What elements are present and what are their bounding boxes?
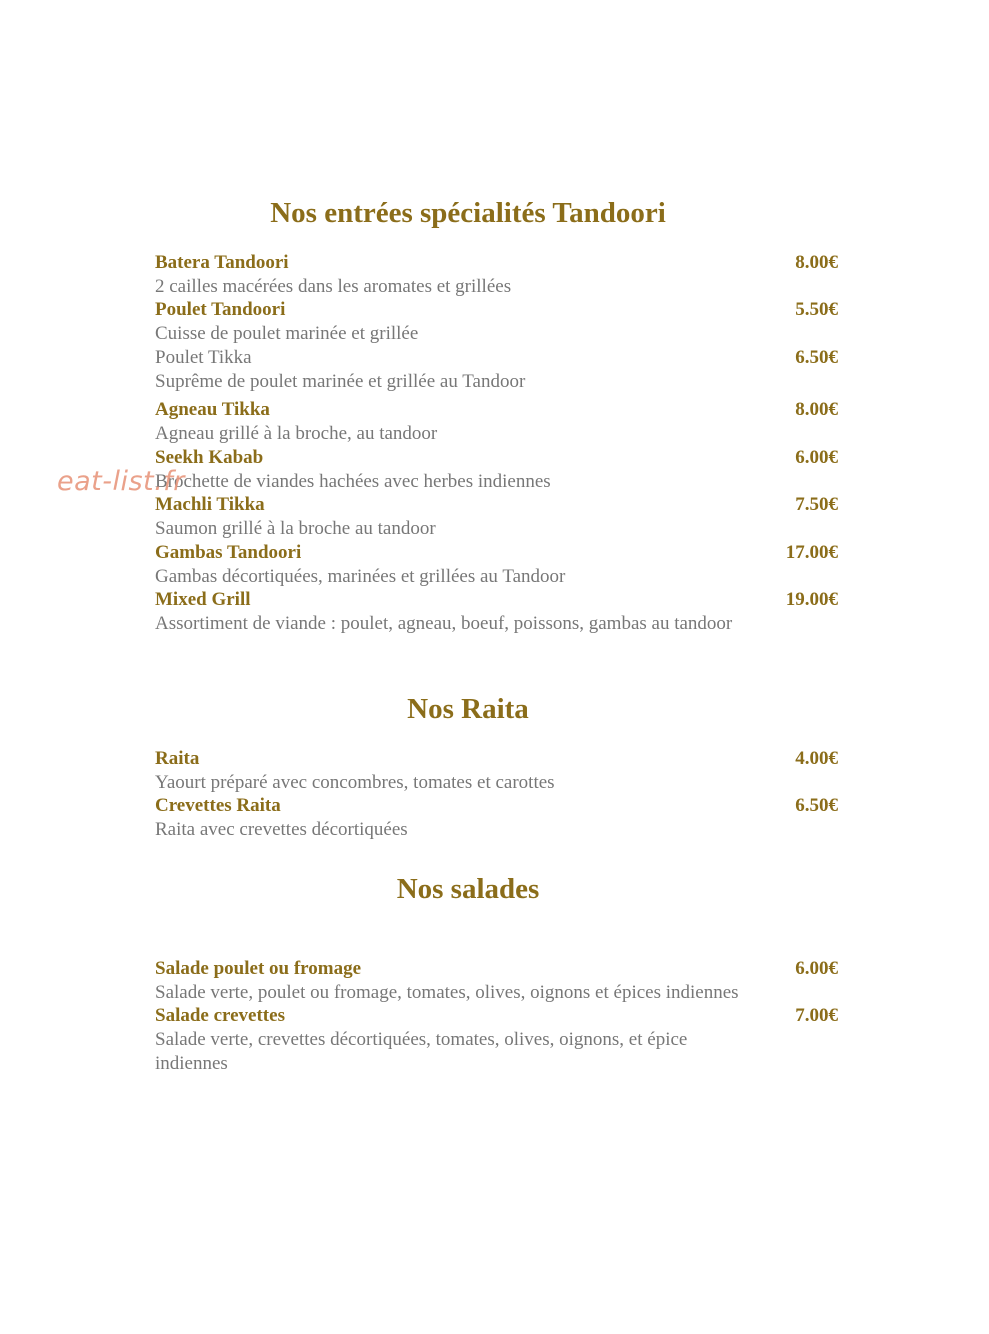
item-price: 8.00€ xyxy=(795,399,838,421)
menu-item xyxy=(155,588,845,636)
menu-item xyxy=(155,957,845,1005)
item-price: 6.00€ xyxy=(795,957,838,979)
item-name: Salade crevettes xyxy=(155,1005,285,1027)
item-price: 4.00€ xyxy=(795,747,838,769)
item-description: Yaourt préparé avec concombres, tomates et carottes xyxy=(155,771,555,793)
section-raita xyxy=(155,692,845,842)
item-price: 5.50€ xyxy=(795,299,838,321)
item-name: Batera Tandoori xyxy=(155,251,289,273)
item-name: Poulet Tandoori xyxy=(155,299,286,321)
item-price: 19.00€ xyxy=(785,589,838,611)
section-salades xyxy=(155,872,845,1075)
section-title: Nos entrées spécialités Tandoori xyxy=(270,197,666,229)
watermark: eat-list.fr xyxy=(57,466,185,497)
menu-item xyxy=(155,446,845,494)
item-name: Gambas Tandoori xyxy=(155,541,302,563)
item-price: 8.00€ xyxy=(795,251,838,273)
item-name: Seekh Kabab xyxy=(155,446,264,468)
menu-item xyxy=(155,541,845,589)
menu-item xyxy=(155,346,845,394)
item-description: Saumon grillé à la broche au tandoor xyxy=(155,518,436,540)
item-name: Agneau Tikka xyxy=(155,399,270,421)
item-name: Mixed Grill xyxy=(155,589,251,611)
section-tandoori xyxy=(155,196,845,636)
item-description: Cuisse de poulet marinée et grillée xyxy=(155,323,419,345)
item-name: Raita xyxy=(155,747,200,769)
menu-item xyxy=(155,493,845,541)
menu-item xyxy=(155,251,845,299)
item-price: 6.50€ xyxy=(795,795,838,817)
menu-item xyxy=(155,298,845,346)
menu-item xyxy=(155,398,845,446)
item-name: Crevettes Raita xyxy=(155,795,281,817)
item-name: Machli Tikka xyxy=(155,494,265,516)
item-description: Brochette de viandes hachées avec herbes indiennes xyxy=(155,470,551,492)
item-price: 6.00€ xyxy=(795,446,838,468)
section-title: Nos salades xyxy=(396,873,540,905)
item-description: Salade verte, poulet ou fromage, tomates, olives, oignons et épices indiennes xyxy=(155,981,739,1003)
item-name: Salade poulet ou fromage xyxy=(155,957,362,979)
item-price: 7.00€ xyxy=(795,1005,838,1027)
menu-item xyxy=(155,747,845,795)
item-name: Poulet Tikka xyxy=(155,346,252,368)
item-description: Raita avec crevettes décortiquées xyxy=(155,819,408,841)
item-description: Agneau grillé à la broche, au tandoor xyxy=(155,423,438,445)
item-description: Assortiment de viande : poulet, agneau, boeuf, poissons, gambas au tandoor xyxy=(155,613,733,635)
section-title: Nos Raita xyxy=(407,693,529,725)
item-description: 2 cailles macérées dans les aromates et grillées xyxy=(155,275,512,297)
item-description: Salade verte, crevettes décortiquées, tomates, olives, oignons, et épice indiennes xyxy=(155,1029,688,1074)
item-description: Suprême de poulet marinée et grillée au Tandoor xyxy=(155,370,526,392)
item-description: Gambas décortiquées, marinées et grillées au Tandoor xyxy=(155,565,566,587)
item-price: 7.50€ xyxy=(795,494,838,516)
item-price: 17.00€ xyxy=(785,541,838,563)
menu-item xyxy=(155,1004,845,1075)
item-price: 6.50€ xyxy=(795,346,838,368)
menu-item xyxy=(155,794,845,842)
